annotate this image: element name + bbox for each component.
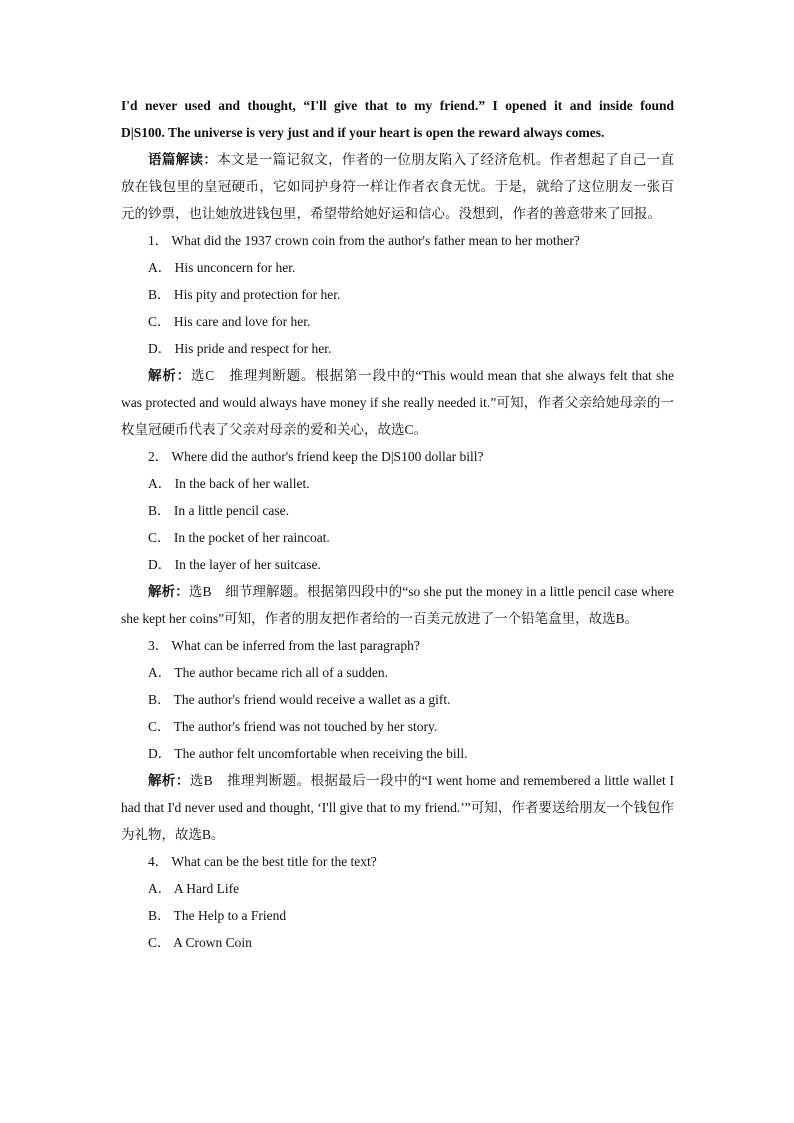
question-4-stem: 4． What can be the best title for the text? xyxy=(148,854,377,869)
question-1-option-a: A． His unconcern for her. xyxy=(148,260,296,275)
question-1-option-d: D． His pride and respect for her. xyxy=(148,341,332,356)
question-2-explanation xyxy=(121,578,674,632)
question-4-option-b: B． The Help to a Friend xyxy=(148,908,287,923)
passage-analysis xyxy=(121,146,674,227)
explanation-text: 选B 细节理解题。根据第四段中的“so she put the money in a little pencil case where she kept her coins”可知，作者的朋友把作者给的一百美元放进了一个铅笔盒里，故选B。 xyxy=(121,584,675,626)
question-2-option-a: A． In the back of her wallet. xyxy=(148,476,310,491)
question-4-option-a: A． A Hard Life xyxy=(148,881,240,896)
explanation-text: 选B 推理判断题。根据最后一段中的“I went home and remembered a little wallet I had that I'd never used and thought, ‘I'll give that to my friend.’”可知，作者要送给朋友一个钱包作为礼物，故选B。 xyxy=(121,773,674,842)
question-3-option-b: B． The author's friend would receive a wallet as a gift. xyxy=(148,692,451,707)
question-2-stem: 2． Where did the author's friend keep the D|S100 dollar bill? xyxy=(148,449,484,464)
passage-line-1: I'd never used and thought, “I'll give that to my friend.” I opened it and inside found xyxy=(121,98,674,113)
question-3-option-d: D． The author felt uncomfortable when receiving the bill. xyxy=(148,746,468,761)
question-1-option-c: C． His care and love for her. xyxy=(148,314,311,329)
passage-line-2: D|S100. The universe is very just and if your heart is open the reward always comes. xyxy=(121,125,605,140)
analysis-text: 本文是一篇记叙文，作者的一位朋友陷入了经济危机。作者想起了自己一直放在钱包里的皇冠硬币，它如同护身符一样让作者衣食无忧。于是，就给了这位朋友一张百元的钞票，也让她放进钱包里，希望带给她好运和信心。没想到，作者的善意带来了回报。 xyxy=(121,152,675,221)
analysis-label: 语篇解读： xyxy=(148,152,218,167)
explanation-label: 解析： xyxy=(148,773,190,788)
question-4-option-c: C． A Crown Coin xyxy=(148,935,252,950)
explanation-label: 解析： xyxy=(148,368,191,383)
question-2-option-c: C． In the pocket of her raincoat. xyxy=(148,530,330,545)
question-3-option-a: A． The author became rich all of a sudden. xyxy=(148,665,389,680)
question-1-explanation xyxy=(121,362,674,443)
question-1-option-b: B． His pity and protection for her. xyxy=(148,287,341,302)
explanation-label: 解析： xyxy=(148,584,189,599)
document-page xyxy=(121,92,674,956)
question-3-explanation xyxy=(121,767,674,848)
question-1-stem: 1． What did the 1937 crown coin from the author's father mean to her mother? xyxy=(148,233,580,248)
question-3-stem: 3． What can be inferred from the last paragraph? xyxy=(148,638,420,653)
question-3-option-c: C． The author's friend was not touched by her story. xyxy=(148,719,438,734)
question-2-option-d: D． In the layer of her suitcase. xyxy=(148,557,321,572)
question-2-option-b: B． In a little pencil case. xyxy=(148,503,289,518)
explanation-text: 选C 推理判断题。根据第一段中的“This would mean that she always felt that she was protected and would always have money if she really needed it.”可知，作者父亲给她母亲的一枚皇冠硬币代表了父亲对母亲的爱和关心，故选C。 xyxy=(121,368,675,437)
